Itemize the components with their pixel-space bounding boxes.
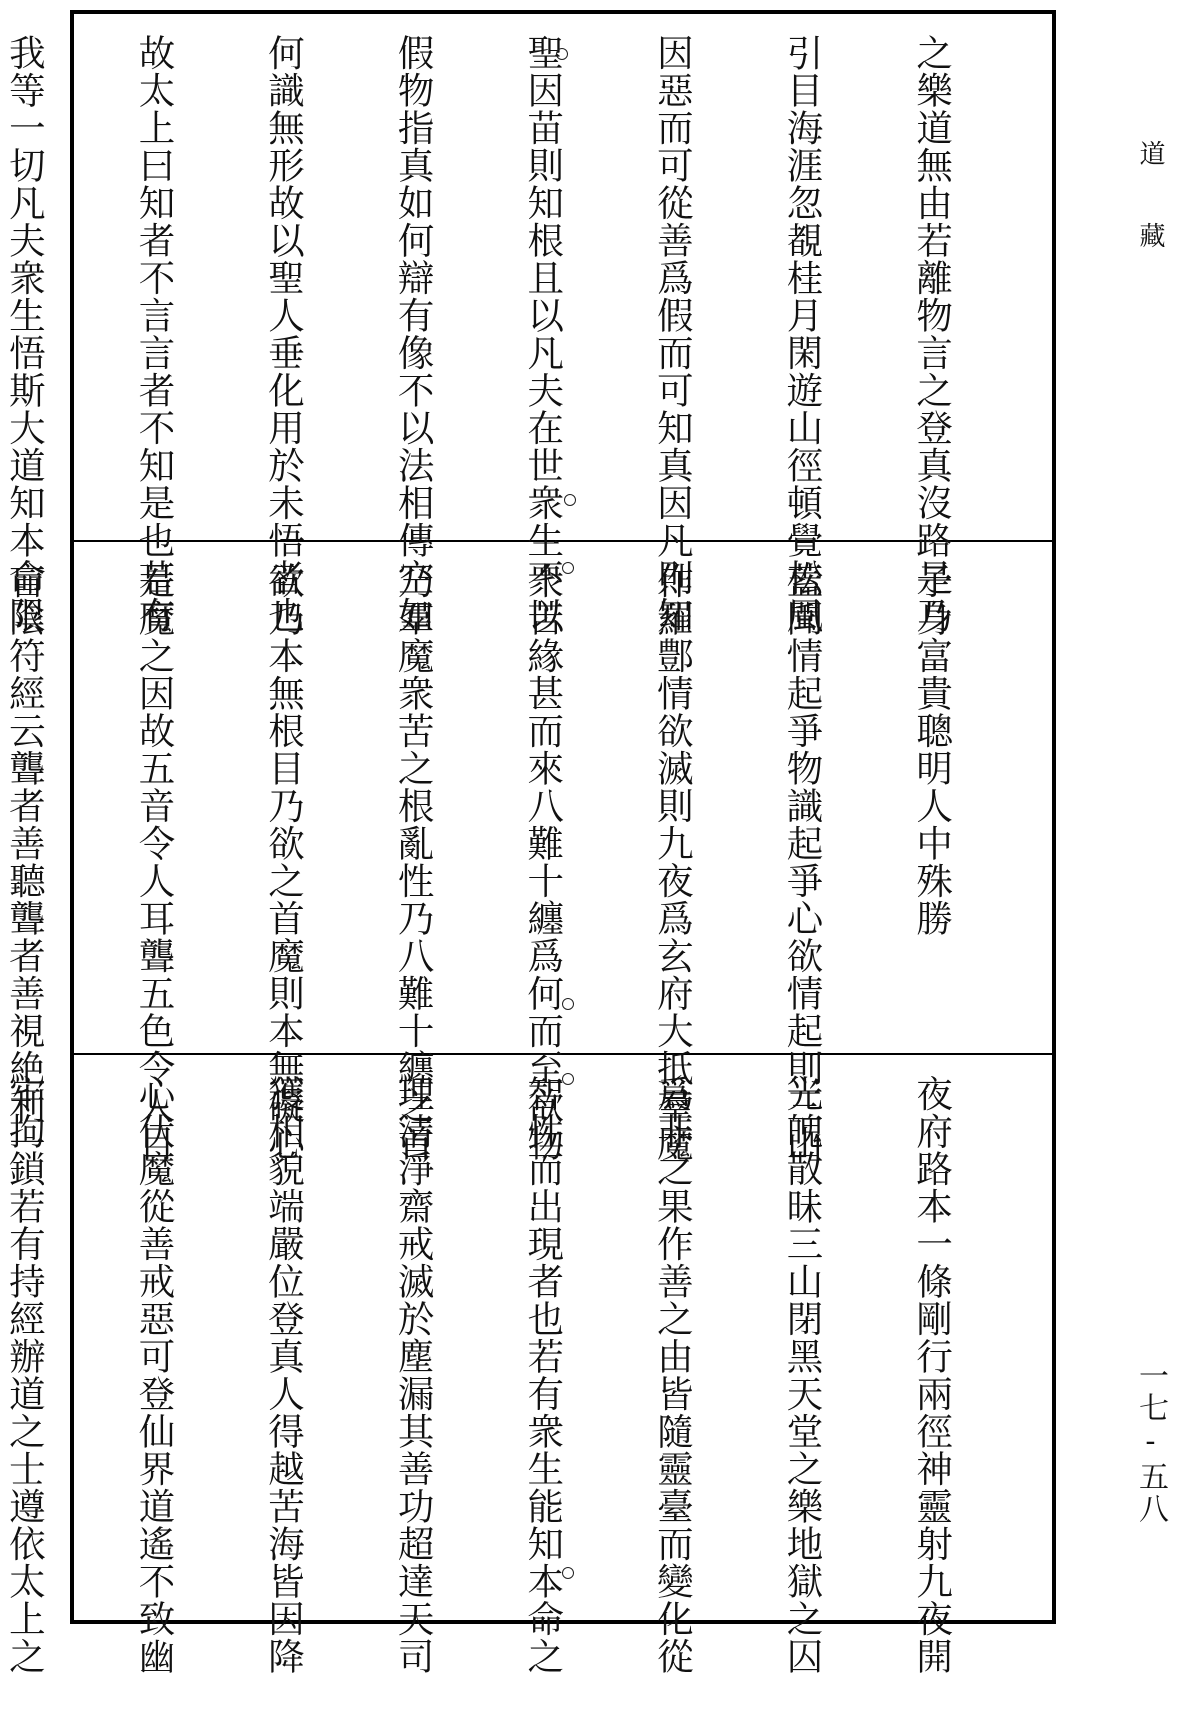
text-panel-middle: [3, 542, 1052, 1162]
text-column: 乃羣魔衆苦之根亂性乃八難十纏之首: [392, 562, 436, 1162]
page-number-label: 一七-五八: [1133, 1360, 1168, 1525]
collection-title-label: 道藏: [1135, 140, 1165, 304]
punctuation-circle-mark: [562, 562, 574, 574]
text-column: 故太上曰知者不言言者不知是也若有: [132, 34, 176, 634]
text-column: 聖因苗則知根且以凡夫在世衆生不以: [521, 34, 565, 634]
panel-text: [3, 34, 1040, 634]
text-panel-bottom: [3, 1055, 1052, 1675]
text-column: 光魄散昧三山閉黑天堂之樂地獄之囚: [780, 1075, 824, 1675]
panel-text: [3, 562, 1040, 1162]
punctuation-circle-mark: [564, 494, 576, 506]
text-column: 牢拘鎖若有持經辦道之士遵依太上之: [3, 1075, 47, 1675]
punctuation-circle-mark: [562, 1073, 574, 1085]
panel-text: [3, 1075, 1040, 1675]
text-column: 欲乃本無根目乃欲之首魔則本無礙心: [262, 562, 306, 1162]
text-column: 智性而出現者也若有衆生能知本命之: [521, 1075, 565, 1675]
text-column: 何識無形故以聖人垂化用於未悟者也: [262, 34, 306, 634]
text-column: 引目海涯忽覩桂月閑遊山徑頓覺松風: [780, 34, 824, 634]
punctuation-circle-mark: [556, 48, 568, 60]
punctuation-circle-mark: [562, 998, 574, 1010]
punctuation-circle-mark: [562, 1567, 574, 1579]
text-panel-top: [3, 14, 1052, 634]
text-column: 夜府路本一條剛行兩徑神靈射九夜開: [910, 1075, 954, 1675]
text-column: 理清淨齋戒滅於塵漏其善功超達天司: [392, 1075, 436, 1675]
page-frame: [3, 10, 1056, 1675]
text-column: 衆苦緣甚而來八難十纏爲何而至欲物: [521, 562, 565, 1162]
text-column: 盲陰符經云聾者善聽聾者善視絶利一: [3, 562, 47, 1162]
text-column: 因惡而可從善爲假而可知真因凡則知: [651, 34, 695, 634]
text-column: 是魔之因故五音令人耳聾五色令人目: [132, 562, 176, 1162]
text-column: 心伏魔從善戒惡可登仙界道遙不致幽: [132, 1075, 176, 1675]
text-column: 之樂道無由若離物言之登真沒路是乃: [910, 34, 954, 634]
text-column: 子身富貴聰明人中殊勝: [910, 562, 954, 937]
text-column: 我等一切凡夫衆生悟斯大道知本命限: [3, 34, 47, 634]
text-column: 作羅鄷情欲滅則九夜爲玄府大抵羣魔: [651, 562, 695, 1162]
text-column: 獲相貌端嚴位登真人得越苦海皆因降: [262, 1075, 306, 1675]
text-column: 假物指真如何辯有像不以法相傳空如: [392, 34, 436, 634]
text-column: 爲非之果作善之由皆隨靈臺而變化從: [651, 1075, 695, 1675]
text-column: 蓋聞情起爭物識起爭心欲情起則三山: [780, 562, 824, 1162]
